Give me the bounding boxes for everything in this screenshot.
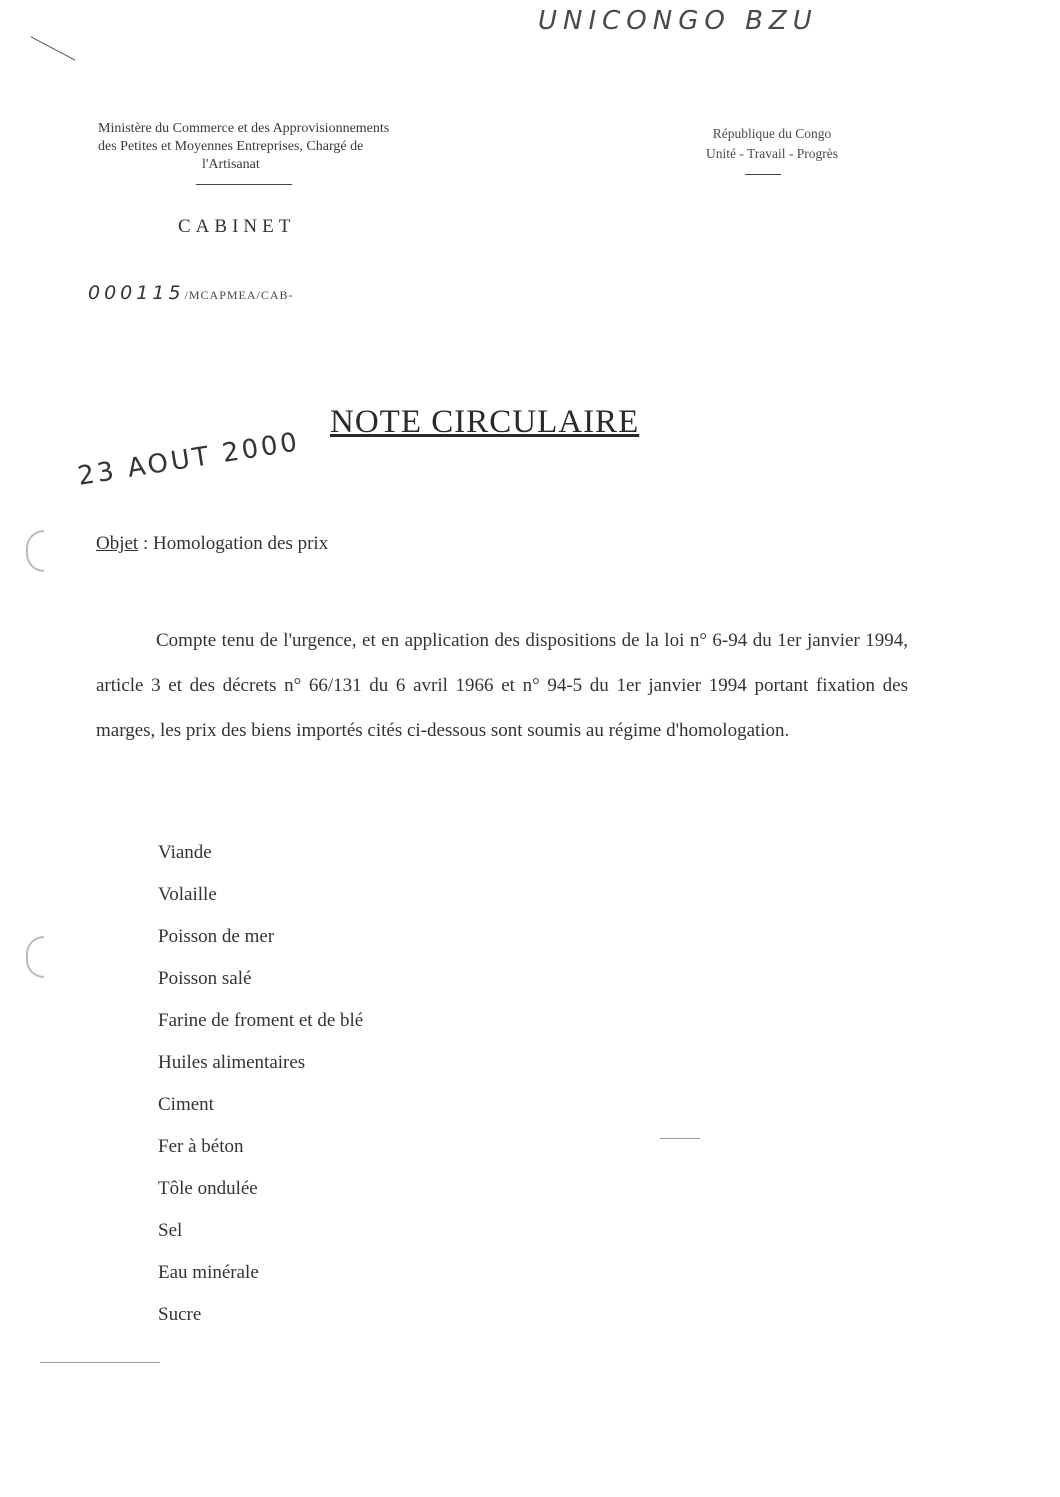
republic-underline [745,174,781,175]
list-item: Tôle ondulée [158,1178,258,1199]
list-item: Fer à béton [158,1136,244,1157]
scan-mark [31,36,76,60]
ministry-header [98,120,518,174]
subject-separator: : [138,533,153,554]
goods-list [158,836,363,1340]
list-item: Ciment [158,1094,214,1115]
scan-speck [40,1362,160,1363]
list-item: Sucre [158,1304,202,1325]
list-item: Huiles alimentaires [158,1052,306,1073]
list-item: Farine de froment et de blé [158,1010,364,1031]
republic-motto: Unité - Travail - Progrès [706,146,838,161]
ministry-line: des Petites et Moyennes Entreprises, Chargé de [98,139,364,154]
reference-code: /MCAPMEA/CAB- [184,288,294,302]
cabinet-label: CABINET [178,216,296,237]
punch-hole-mark [26,530,44,572]
list-item: Poisson salé [158,968,252,989]
body-text: Compte tenu de l'urgence, et en application des dispositions de la loi n° 6-94 du 1er janvier 1994, article 3 et des décrets n° 66/131 du 6 avril 1966 et n° 94-5 du 1er janvier 1994 portant fixation des marges, les prix des biens importés cités ci-dessous sont soumis au régime d'homologation. [96,630,908,741]
handwritten-annotation: UNICONGO BZU [538,6,818,36]
list-item: Volaille [158,884,217,905]
list-item: Sel [158,1220,183,1241]
subject-text: Homologation des prix [153,533,329,554]
subject-line [96,533,328,555]
ministry-underline [196,184,292,185]
reference-handwritten-number: 000115 [88,282,185,304]
punch-hole-mark [26,936,44,978]
scan-speck [660,1138,700,1139]
document-title: NOTE CIRCULAIRE [330,404,640,440]
republic-name: République du Congo [712,126,832,141]
ministry-line: l'Artisanat [202,157,260,172]
list-item: Poisson de mer [158,926,275,947]
list-item: Eau minérale [158,1262,259,1283]
list-item: Viande [158,842,212,863]
ministry-line: Ministère du Commerce et des Approvisionnements [98,121,390,136]
reference-number [88,282,294,304]
subject-label: Objet [96,533,139,554]
date-stamp: 23 AOUT 2000 [75,427,303,492]
body-paragraph [96,618,908,753]
republic-header [672,124,872,164]
